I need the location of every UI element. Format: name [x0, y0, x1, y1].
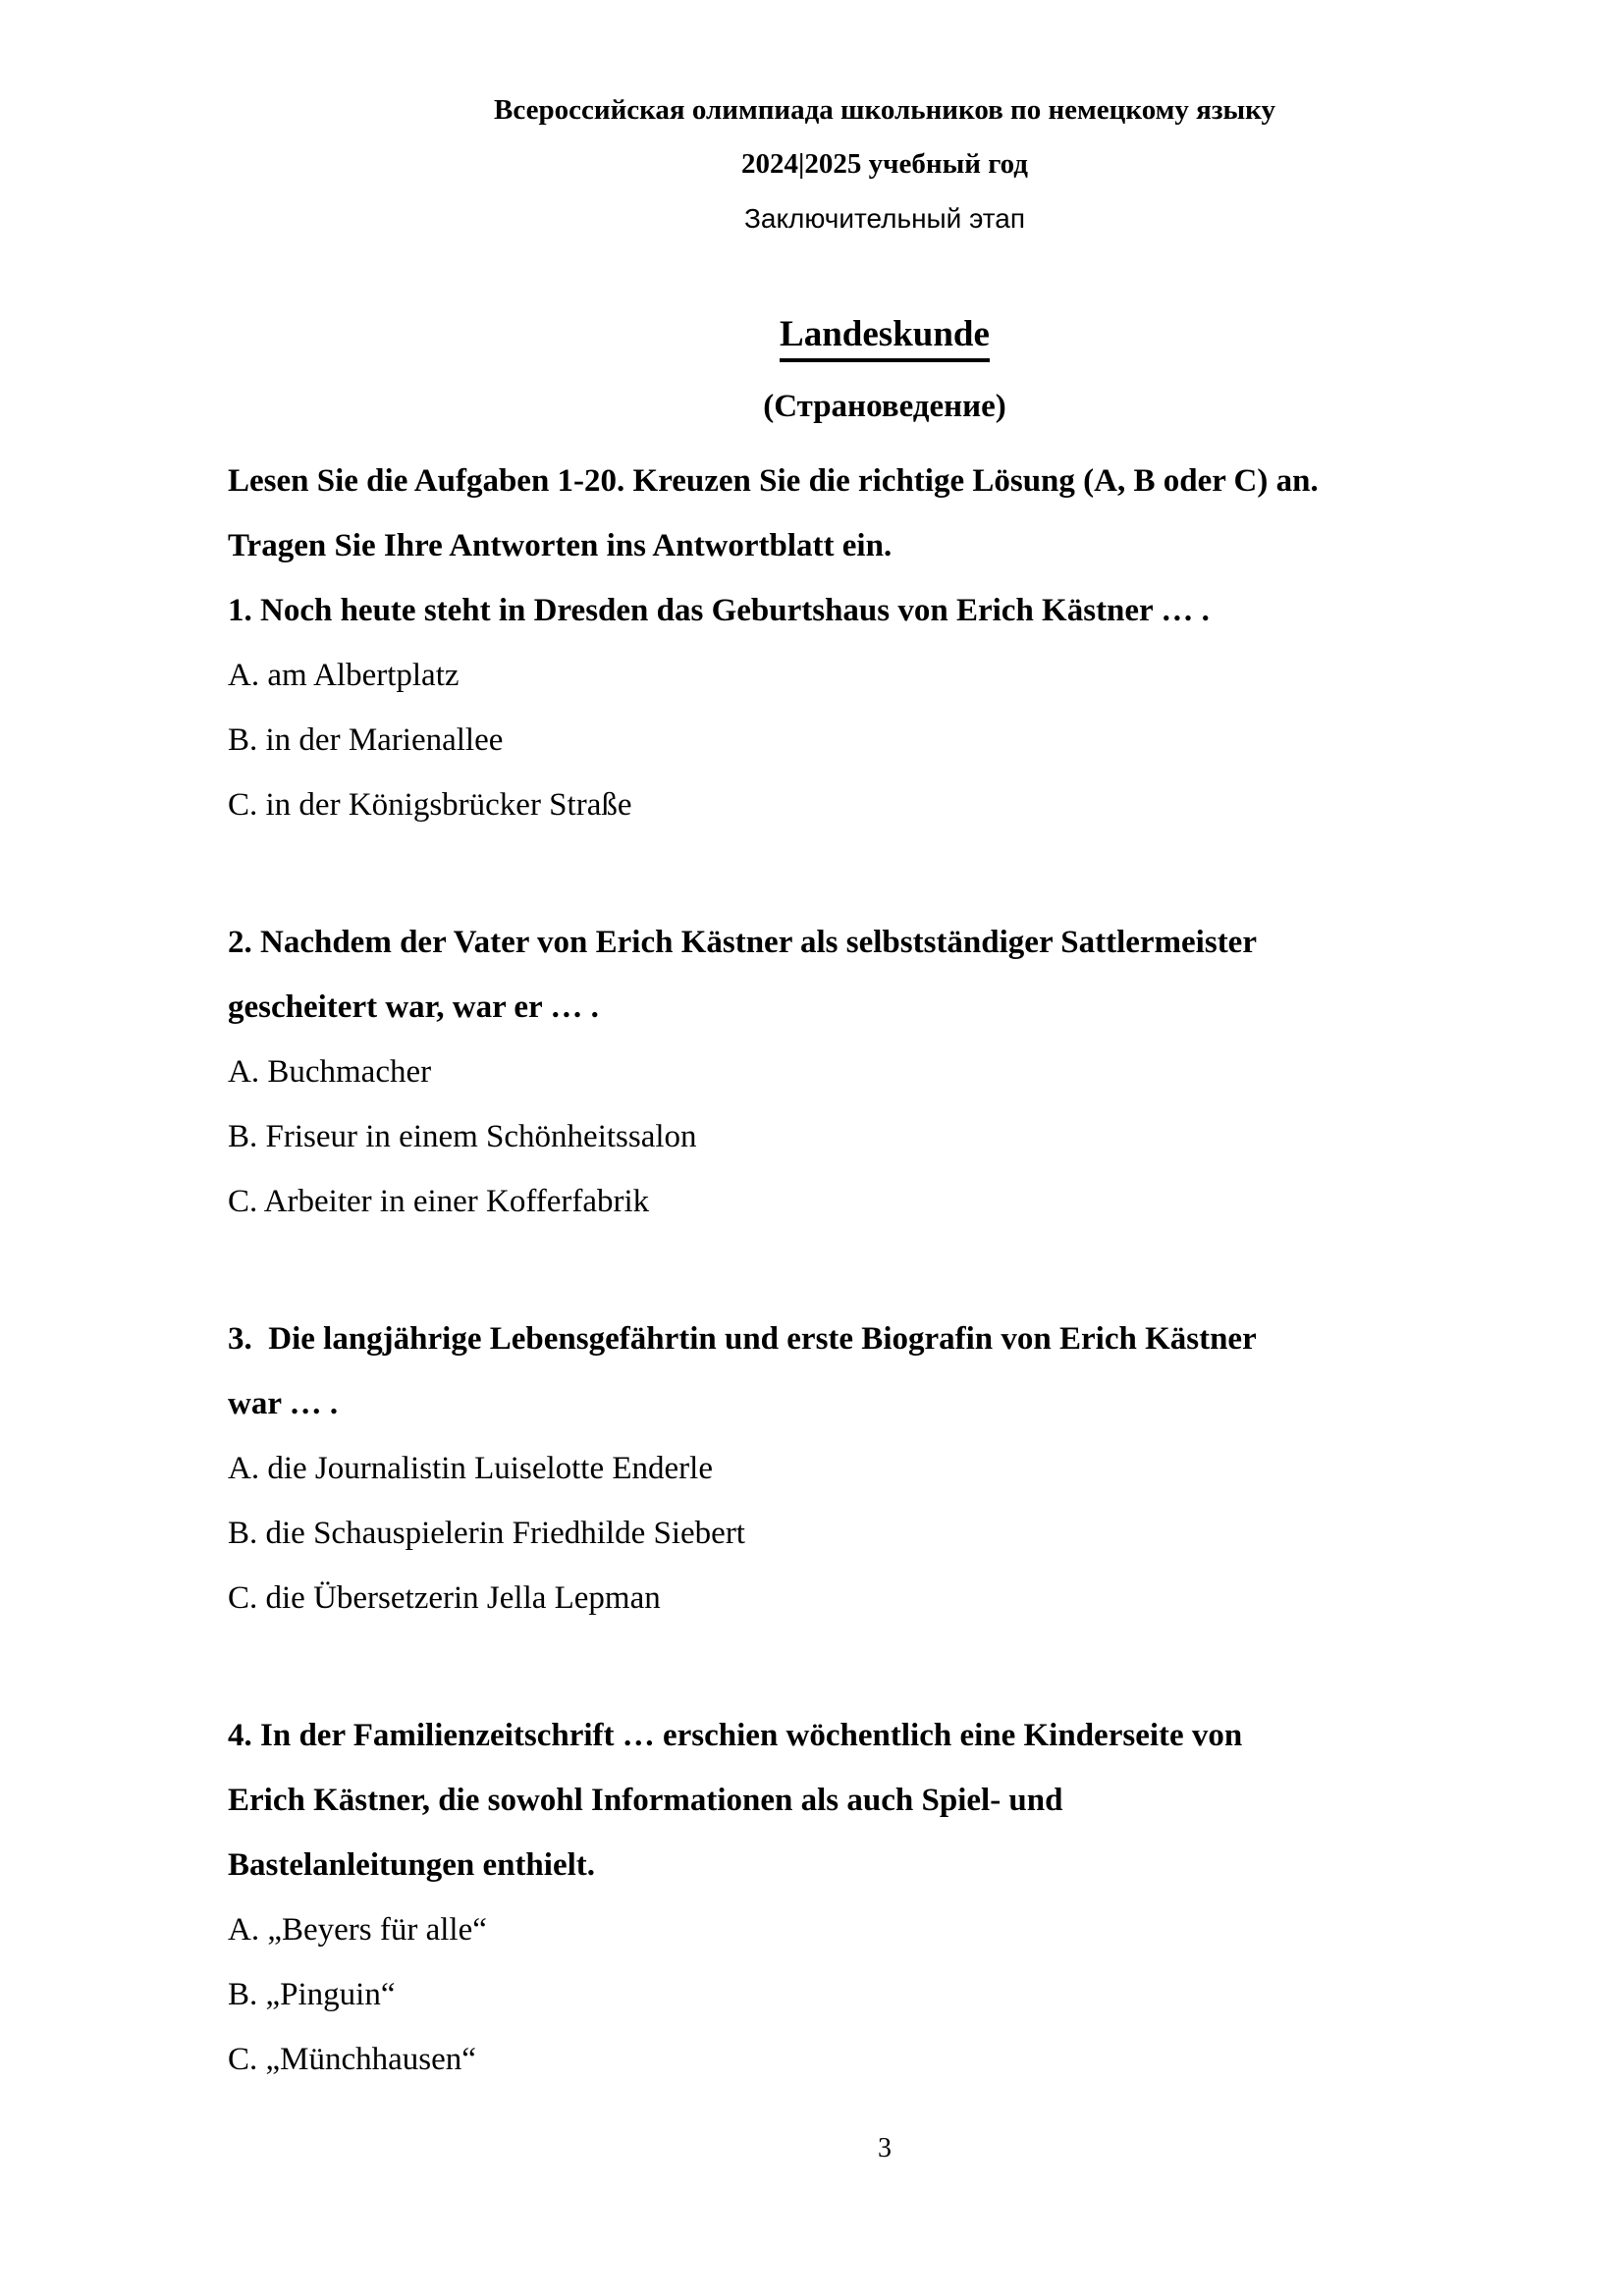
question-1-line-1: 1. Noch heute steht in Dresden das Geburtshaus von Erich Kästner … .	[228, 593, 1210, 628]
option-label: B.	[228, 1977, 258, 2012]
option-text: „Münchhausen“	[265, 2042, 476, 2077]
instructions-line-1: Lesen Sie die Aufgaben 1-20. Kreuzen Sie die richtige Lösung (A, B oder C) an.	[228, 463, 1319, 499]
question-1-text	[228, 578, 1542, 643]
option-text: die Journalistin Luiselotte Enderle	[267, 1451, 713, 1486]
header-line-olympiad: Всероссийская олимпиада школьников по немецкому языку	[494, 94, 1275, 126]
question-4-line-1: 4. In der Familienzeitschrift … erschien wöchentlich eine Kinderseite von	[228, 1718, 1243, 1753]
option-b	[228, 1104, 1542, 1169]
question-4-text	[228, 1703, 1542, 1897]
option-text: in der Königsbrücker Straße	[265, 787, 632, 823]
option-c	[228, 773, 1542, 837]
option-label: B.	[228, 1119, 258, 1154]
question-2-line-2: gescheitert war, war er … .	[228, 989, 599, 1025]
question-3-text	[228, 1307, 1542, 1436]
question-2	[228, 910, 1542, 1234]
option-label: A.	[228, 1451, 260, 1486]
question-3-line-1: 3. Die langjährige Lebensgefährtin und erste Biografin von Erich Kästner	[228, 1321, 1257, 1357]
option-label: C.	[228, 1580, 258, 1616]
option-b	[228, 1501, 1542, 1566]
page-title	[228, 304, 1542, 365]
option-a	[228, 1040, 1542, 1104]
question-1	[228, 578, 1542, 837]
option-c	[228, 1566, 1542, 1630]
option-a	[228, 1897, 1542, 1962]
option-text: Friseur in einem Schönheitssalon	[265, 1119, 697, 1154]
question-3	[228, 1307, 1542, 1630]
option-b	[228, 1962, 1542, 2027]
document-header	[228, 83, 1542, 245]
question-4-line-2: Erich Kästner, die sowohl Informationen als auch Spiel- und	[228, 1783, 1063, 1818]
option-a	[228, 1436, 1542, 1501]
option-label: A.	[228, 658, 260, 693]
option-label: C.	[228, 787, 258, 823]
question-1-options	[228, 643, 1542, 837]
option-label: B.	[228, 722, 258, 758]
instructions-line-2: Tragen Sie Ihre Antworten ins Antwortblatt ein.	[228, 528, 893, 563]
option-label: C.	[228, 1184, 258, 1219]
question-4-options	[228, 1897, 1542, 2092]
question-2-options	[228, 1040, 1542, 1234]
question-3-line-2: war … .	[228, 1386, 339, 1421]
option-a	[228, 643, 1542, 708]
option-b	[228, 708, 1542, 773]
page-subtitle: (Страноведение)	[763, 389, 1006, 424]
option-label: A.	[228, 1912, 260, 1948]
option-c	[228, 2027, 1542, 2092]
option-c	[228, 1169, 1542, 1234]
question-2-text	[228, 910, 1542, 1040]
option-text: am Albertplatz	[267, 658, 460, 693]
page-number: 3	[878, 2133, 892, 2163]
instructions	[228, 449, 1542, 578]
question-2-line-1: 2. Nachdem der Vater von Erich Kästner als selbstständiger Sattlermeister	[228, 925, 1257, 960]
option-label: B.	[228, 1516, 258, 1551]
header-line-school-year: 2024|2025 учебный год	[741, 148, 1028, 180]
option-text: die Übersetzerin Jella Lepman	[265, 1580, 661, 1616]
question-4	[228, 1703, 1542, 2092]
option-text: „Pinguin“	[265, 1977, 396, 2012]
header-line-stage: Заключительный этап	[743, 203, 1025, 234]
option-label: C.	[228, 2042, 258, 2077]
option-text: in der Marienallee	[265, 722, 504, 758]
question-3-options	[228, 1436, 1542, 1630]
option-text: Arbeiter in einer Kofferfabrik	[263, 1184, 650, 1219]
option-text: die Schauspielerin Friedhilde Siebert	[265, 1516, 745, 1551]
option-text: Buchmacher	[267, 1054, 432, 1090]
option-label: A.	[228, 1054, 260, 1090]
page-title-text: Landeskunde	[780, 313, 990, 362]
option-text: „Beyers für alle“	[267, 1912, 487, 1948]
question-4-line-3: Bastelanleitungen enthielt.	[228, 1847, 596, 1883]
